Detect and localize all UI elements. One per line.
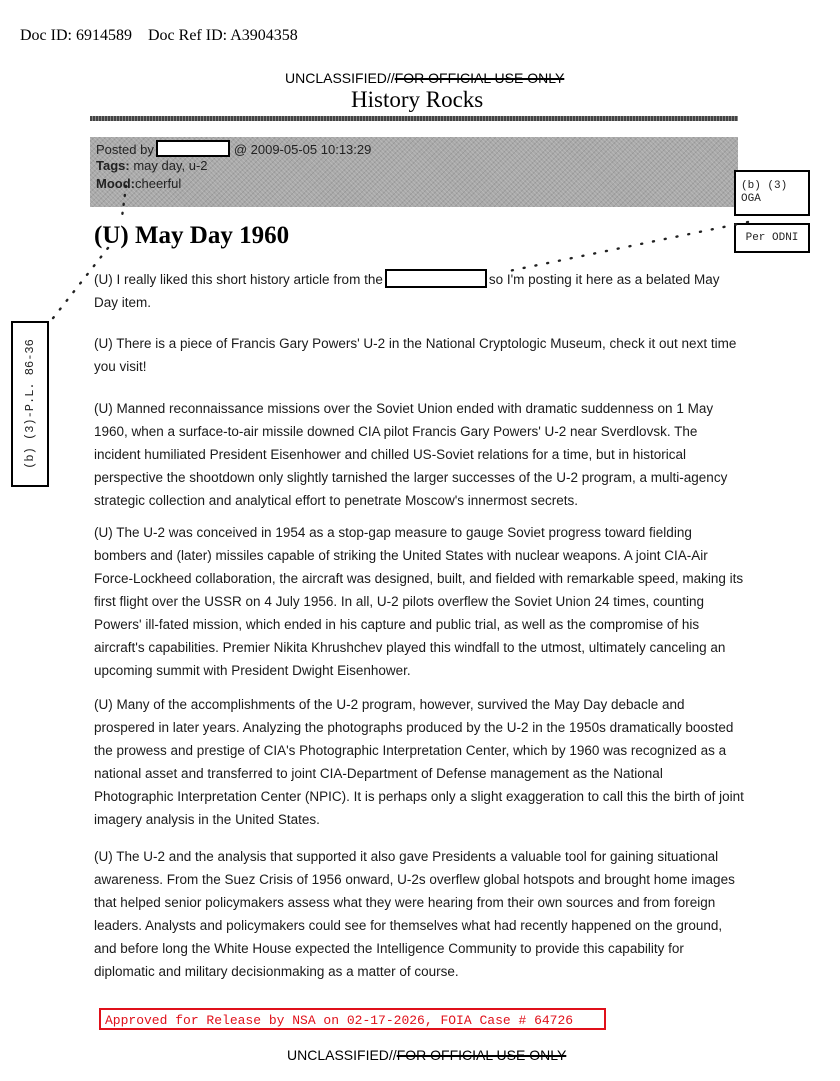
tags-value: may day, u-2 [133,158,208,173]
exemption-per-odni: Per ODNI [745,232,799,244]
classification-prefix: UNCLASSIFIED// [285,70,395,86]
connector-odni-dots [504,222,748,272]
paragraph-3: (U) Manned reconnaissance missions over the Soviet Union ended with dramatic suddenness on 1 May 1960, when a surface-to-air missile downed CIA pilot Francis Gary Powers' U-2 near Sverdlovsk. The incident humiliated President Eisenhower and chilled US-Soviet relations for a time, but in historical perspective the shootdown only slightly tarnished the larger successes of the U-2 program, a multi-agency strategic collection and analytical effort to penetrate Moscow's innermost secrets. [94,401,728,508]
exemption-oga-line1: (b) (3) [741,180,788,192]
exemption-pl-label: (b) (3)-P.L. 86-36 [23,339,37,469]
redacted-source [385,269,487,288]
paragraph-1-start: (U) I really liked this short history article from the [94,272,383,287]
post-title: (U) May Day 1960 [94,222,290,249]
classification-banner-bottom [287,1047,566,1063]
page-title: History Rocks [351,87,484,112]
posted-at: @ 2009-05-05 10:13:29 [233,142,372,157]
tags-label: Tags: [96,158,130,173]
doc-ref-id: Doc Ref ID: A3904358 [147,27,298,44]
classification-struck: FOR OFFICIAL USE ONLY [394,70,565,86]
paragraph-5: (U) Many of the accomplishments of the U-2 program, however, survived the May Day debacle and prospered in later years. Analyzing the photographs produced by the U-2 in the 1950s dramatically boosted the prowess and prestige of CIA's Photographic Interpretation Center, which by 1960 was recognized as a national asset and transferred to joint CIA-Department of Defense management as the National Photographic Interpretation Center (NPIC). It is perhaps only a slight exaggeration to call this the birth of joint imagery analysis in the United States. [94,697,744,827]
mood-value: cheerful [134,176,182,191]
paragraph-4: (U) The U-2 was conceived in 1954 as a stop-gap measure to gauge Soviet progress toward fielding bombers and (later) missiles capable of striking the United States with nuclear weapons. A joint CIA-Air Force-Lockheed collaboration, the aircraft was designed, built, and fielded with remarkable speed, making its first flight over the USSR on 4 July 1956. In all, U-2 pilots overflew the Soviet Union 24 times, counting Powers' ill-fated mission, which ended in his capture and public trial, as well as the compromise of his aircraft's capabilities. Premier Nikita Khrushchev played this windfall to the utmost, ultimately canceling an upcoming summit with President Dwight Eisenhower. [94,525,744,678]
paragraph-6: (U) The U-2 and the analysis that supported it also gave Presidents a valuable tool for gaining situational awareness. From the Suez Crisis of 1956 onward, U-2s overflew global hotspots and brought home images that helped senior policymakers assess what they were hearing from their own sources and from foreign leaders. Analysts and policymakers could see for themselves what had recently happened on the ground, and before long the White House expected the Intelligence Community to provide this capability for diplomatic and military decisionmaking as a matter of course. [94,849,735,979]
paragraph-1 [94,268,744,314]
release-stamp: Approved for Release by NSA on 02-17-2026, FOIA Case # 64726 [99,1008,606,1030]
paragraph-1-end: so I'm posting it here as a belated May Day item. [94,272,720,310]
classification-prefix-bottom: UNCLASSIFIED// [287,1047,397,1063]
doc-id-text: Doc ID: 6914589 [20,27,132,44]
paragraph-2: (U) There is a piece of Francis Gary Powers' U-2 in the National Cryptologic Museum, check it out next time you visit! [94,336,737,374]
mood-label: Mood: [96,176,135,191]
posted-by-label: Posted by [96,142,154,157]
exemption-oga-line2: OGA [741,193,761,205]
classification-struck-bottom: FOR OFFICIAL USE ONLY [396,1047,567,1063]
connector-mood-dots [122,186,126,217]
